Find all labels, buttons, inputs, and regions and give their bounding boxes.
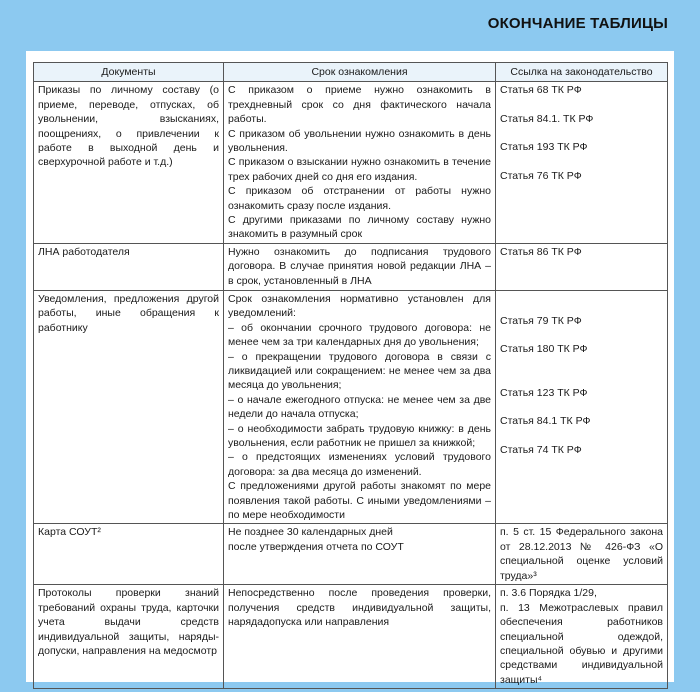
legislation-ref: п. 5 ст. 15 Федерального закона от 28.12.2013 № 426-ФЗ «О специальной оценке условий труда»³ bbox=[500, 526, 663, 582]
document-cell: ЛНА работодателя bbox=[34, 243, 224, 290]
term-text: – о начале ежегодного отпуска: не менее чем за две недели до начала отпуска; bbox=[228, 393, 491, 421]
legislation-ref: Статья 193 ТК РФ bbox=[500, 141, 588, 154]
legislation-ref: Статья 86 ТК РФ bbox=[500, 245, 582, 258]
legislation-ref: Статья 68 ТК РФ bbox=[500, 84, 582, 97]
term-text: С приказом об отстранении от работы нужно ознакомить сразу после издания. bbox=[228, 185, 491, 212]
term-text: С другими приказами по личному составу нужно знакомить в разумный срок bbox=[228, 214, 491, 241]
legislation-ref: Статья 84.1 ТК РФ bbox=[500, 415, 591, 428]
page-heading: ОКОНЧАНИЕ ТАБЛИЦЫ bbox=[487, 15, 668, 32]
legislation-cell bbox=[496, 82, 668, 243]
term-text: – о прекращении трудового договора в связи с ликвидацией или сокращением: не менее чем за два месяца до увольнения; bbox=[228, 350, 491, 392]
legislation-ref: п. 13 Межотраслевых правил обеспечения работников специальной одеждой, специальной обувью и другими средствами индивидуальной защиты⁴ bbox=[500, 601, 663, 686]
term-text: Непосредственно после проведения проверки, получения средств индивидуальной защиты, нарядадопуска или направления bbox=[228, 587, 491, 629]
legislation-cell bbox=[496, 524, 668, 585]
table-row bbox=[34, 243, 668, 290]
term-text: Срок ознакомления нормативно установлен для уведомлений: bbox=[228, 292, 491, 320]
legislation-ref: Статья 79 ТК РФ bbox=[500, 314, 582, 327]
term-text: С приказом о приеме нужно ознакомить в трехдневный срок со дня фактического начала работы. bbox=[228, 84, 491, 126]
legislation-ref: Статья 74 ТК РФ bbox=[500, 443, 582, 456]
terms-cell bbox=[224, 243, 496, 290]
legislation-ref: Статья 84.1. ТК РФ bbox=[500, 112, 594, 125]
document-cell: Приказы по личному составу (о приеме, переводе, отпусках, об увольнении, взысканиях, поощрениях, о привлечении к работе в выходной день и сверхурочной работе и т.д.) bbox=[34, 82, 224, 243]
term-text: – об окончании срочного трудового договора: не менее чем за три календарных дня до увольнения; bbox=[228, 321, 491, 349]
header-terms: Срок ознакомления bbox=[224, 63, 496, 82]
term-text: – о необходимости забрать трудовую книжку: в день увольнения, если работник не пришел за книжкой; bbox=[228, 422, 491, 449]
document-cell: Протоколы проверки знаний требований охраны труда, карточки учета выдачи средств индивидуальной защиты, наряды-допуски, направления на медосмотр bbox=[34, 585, 224, 689]
legislation-ref: Статья 123 ТК РФ bbox=[500, 386, 588, 399]
legislation-cell bbox=[496, 585, 668, 689]
terms-cell bbox=[224, 585, 496, 689]
document-cell: Карта СОУТ² bbox=[34, 524, 224, 585]
table-row bbox=[34, 585, 668, 689]
term-text: после утверждения отчета по СОУТ bbox=[228, 540, 404, 553]
term-text: – о предстоящих изменениях условий трудового договора: за два месяца до изменений. bbox=[228, 451, 491, 478]
table-row bbox=[34, 82, 668, 243]
legislation-cell bbox=[496, 243, 668, 290]
header-legislation: Ссылка на законодательство bbox=[496, 63, 668, 82]
legislation-ref: п. 3.6 Порядка 1/29, bbox=[500, 587, 597, 600]
terms-cell bbox=[224, 82, 496, 243]
document-sheet bbox=[26, 51, 674, 686]
legislation-ref: Статья 180 ТК РФ bbox=[500, 343, 588, 356]
documents-table bbox=[33, 62, 668, 689]
header-documents: Документы bbox=[34, 63, 224, 82]
table-row bbox=[34, 290, 668, 524]
term-text: Не позднее 30 календарных дней bbox=[228, 526, 393, 539]
term-text: С приказом о взыскании нужно ознакомить в течение трех рабочих дней со дня его издания. bbox=[228, 156, 491, 183]
term-text: С приказом об увольнении нужно ознакомить в день увольнения. bbox=[228, 127, 491, 155]
terms-cell bbox=[224, 290, 496, 524]
table-row bbox=[34, 524, 668, 585]
terms-cell bbox=[224, 524, 496, 585]
term-text: Нужно ознакомить до подписания трудового договора. В случае принятия новой редакции ЛНА – в срок, установленный в ЛНА bbox=[228, 245, 491, 287]
document-cell: Уведомления, предложения другой работы, иные обращения к работнику bbox=[34, 290, 224, 524]
legislation-cell bbox=[496, 290, 668, 524]
term-text: С предложениями другой работы знакомят по мере появления такой работы. С иными уведомлениями – по мере необходимости bbox=[228, 480, 491, 521]
legislation-ref: Статья 76 ТК РФ bbox=[500, 169, 582, 182]
table-header-row bbox=[34, 63, 668, 82]
